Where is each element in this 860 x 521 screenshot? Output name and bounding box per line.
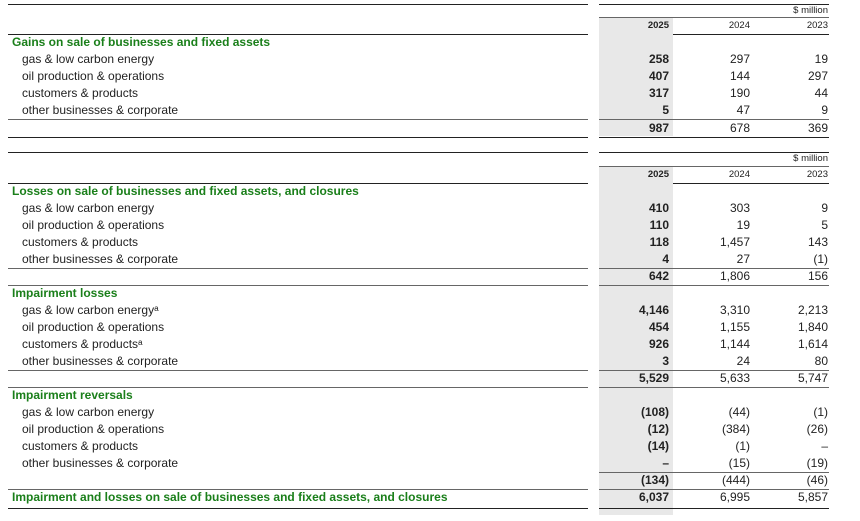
table-row: oil production & operations 407 144 297 bbox=[22, 69, 828, 83]
table-row: other businesses & corporate – (15) (19) bbox=[22, 456, 828, 470]
section-title: Gains on sale of businesses and fixed assets bbox=[12, 35, 271, 49]
section-title: Impairment losses bbox=[12, 286, 118, 300]
table-row: customers & products 317 190 44 bbox=[22, 86, 828, 100]
table-row: gas & low carbon energy (108) (44) (1) bbox=[22, 405, 828, 419]
table-row: other businesses & corporate 5 47 9 bbox=[22, 103, 828, 117]
grand-total-row: Impairment and losses on sale of businesses and fixed assets, and closures 6,037 6,995 5,857 bbox=[12, 490, 828, 504]
total-row: 642 1,806 156 bbox=[648, 269, 828, 283]
table-row: other businesses & corporate 3 24 80 bbox=[22, 354, 828, 368]
table-row: customers & productsᵃ 926 1,144 1,614 bbox=[22, 337, 828, 351]
total-row: 5,529 5,633 5,747 bbox=[638, 371, 828, 385]
table-row: oil production & operations 454 1,155 1,840 bbox=[22, 320, 828, 334]
unit-label: $ million bbox=[793, 5, 828, 16]
table-row: other businesses & corporate 4 27 (1) bbox=[22, 252, 828, 266]
table-row: oil production & operations 110 19 5 bbox=[22, 218, 828, 232]
year-2023: 2023 bbox=[806, 169, 828, 180]
year-2025: 2025 bbox=[647, 20, 669, 31]
section-title: Impairment reversals bbox=[12, 388, 133, 402]
table-row: gas & low carbon energy 258 297 19 bbox=[22, 52, 828, 66]
table-row: customers & products 118 1,457 143 bbox=[22, 235, 828, 249]
unit-label: $ million bbox=[793, 153, 828, 164]
table-row: gas & low carbon energy 410 303 9 bbox=[22, 201, 828, 215]
year-2024: 2024 bbox=[728, 169, 750, 180]
year-2024: 2024 bbox=[728, 20, 750, 31]
total-row: (134) (444) (46) bbox=[640, 473, 828, 487]
table-row: customers & products (14) (1) – bbox=[22, 439, 828, 453]
table-row: gas & low carbon energyᵃ 4,146 3,310 2,213 bbox=[22, 303, 828, 317]
year-2025: 2025 bbox=[647, 169, 669, 180]
table-row: oil production & operations (12) (384) (26) bbox=[22, 422, 828, 436]
year-2023: 2023 bbox=[806, 20, 828, 31]
section-title: Losses on sale of businesses and fixed assets, and closures bbox=[12, 184, 359, 198]
total-row: 987 678 369 bbox=[648, 121, 828, 135]
